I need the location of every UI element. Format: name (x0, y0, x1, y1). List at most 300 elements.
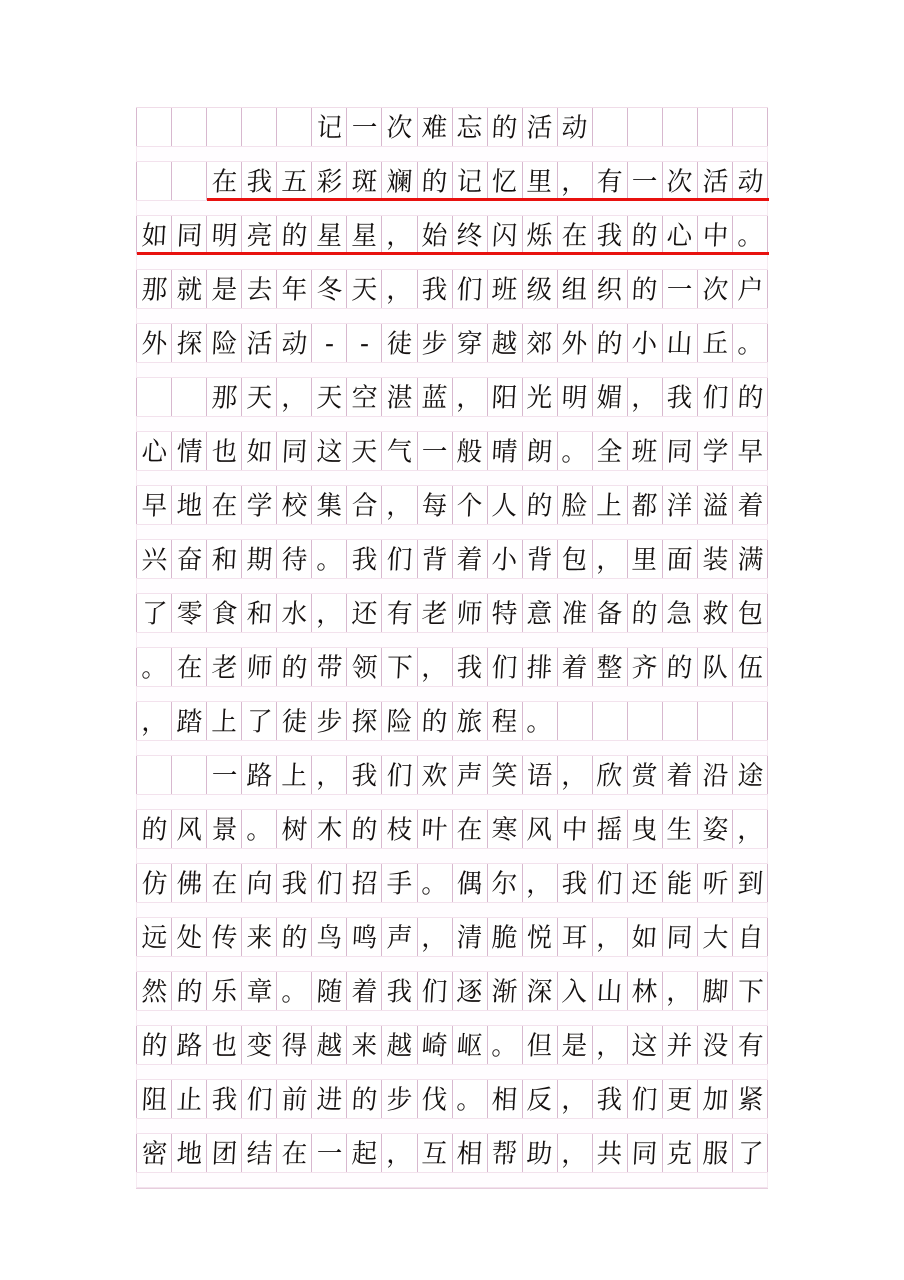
grid-cell[interactable] (242, 1134, 277, 1172)
grid-cell[interactable] (698, 486, 733, 524)
grid-cell[interactable] (242, 270, 277, 308)
grid-cell[interactable] (137, 1026, 172, 1064)
grid-cell[interactable] (593, 810, 628, 848)
grid-cell[interactable] (663, 486, 698, 524)
grid-cell[interactable] (312, 864, 347, 902)
grid-cell[interactable] (453, 540, 488, 578)
grid-cell[interactable] (172, 594, 207, 632)
grid-cell[interactable] (277, 432, 312, 470)
grid-cell[interactable] (242, 1080, 277, 1118)
grid-cell[interactable] (347, 756, 382, 794)
grid-cell[interactable] (382, 270, 417, 308)
grid-cell[interactable] (172, 540, 207, 578)
grid-cell[interactable] (663, 216, 698, 254)
grid-cell[interactable] (558, 108, 593, 146)
grid-cell[interactable] (172, 324, 207, 362)
grid-cell[interactable] (277, 1134, 312, 1172)
grid-cell[interactable] (523, 1134, 558, 1172)
grid-cell[interactable] (523, 864, 558, 902)
grid-cell[interactable] (242, 108, 277, 146)
grid-cell[interactable] (277, 648, 312, 686)
grid-cell[interactable] (733, 1026, 768, 1064)
grid-cell[interactable] (628, 162, 663, 200)
grid-cell[interactable] (453, 864, 488, 902)
grid-cell[interactable] (593, 324, 628, 362)
grid-cell[interactable] (628, 216, 663, 254)
grid-cell[interactable] (312, 378, 347, 416)
grid-cell[interactable] (523, 162, 558, 200)
grid-cell[interactable] (663, 702, 698, 740)
grid-cell[interactable] (312, 1134, 347, 1172)
grid-cell[interactable] (523, 486, 558, 524)
grid-cell[interactable] (733, 702, 768, 740)
grid-cell[interactable] (207, 108, 242, 146)
grid-cell[interactable] (663, 756, 698, 794)
grid-cell[interactable] (418, 594, 453, 632)
grid-cell[interactable] (593, 486, 628, 524)
grid-cell[interactable] (347, 162, 382, 200)
grid-cell[interactable] (698, 756, 733, 794)
grid-cell[interactable] (277, 108, 312, 146)
grid-cell[interactable] (382, 972, 417, 1010)
grid-cell[interactable] (242, 756, 277, 794)
grid-cell[interactable] (418, 324, 453, 362)
grid-cell[interactable] (698, 648, 733, 686)
grid-cell[interactable] (558, 540, 593, 578)
grid-cell[interactable] (558, 1134, 593, 1172)
grid-cell[interactable] (523, 270, 558, 308)
grid-cell[interactable] (663, 378, 698, 416)
grid-cell[interactable] (488, 162, 523, 200)
grid-cell[interactable] (418, 270, 453, 308)
grid-cell[interactable] (663, 1080, 698, 1118)
grid-cell[interactable] (137, 486, 172, 524)
grid-cell[interactable] (558, 1080, 593, 1118)
grid-cell[interactable] (172, 810, 207, 848)
grid-cell[interactable] (347, 702, 382, 740)
grid-cell[interactable] (558, 648, 593, 686)
grid-cell[interactable] (418, 972, 453, 1010)
grid-cell[interactable] (558, 756, 593, 794)
grid-cell[interactable] (523, 378, 558, 416)
grid-cell[interactable] (277, 378, 312, 416)
grid-cell[interactable] (207, 594, 242, 632)
grid-cell[interactable] (628, 108, 663, 146)
grid-cell[interactable] (137, 270, 172, 308)
grid-cell[interactable] (628, 864, 663, 902)
grid-cell[interactable] (733, 162, 768, 200)
grid-cell[interactable] (418, 486, 453, 524)
grid-cell[interactable] (558, 972, 593, 1010)
grid-cell[interactable] (733, 108, 768, 146)
grid-cell[interactable] (172, 486, 207, 524)
grid-cell[interactable] (558, 594, 593, 632)
grid-cell[interactable] (347, 972, 382, 1010)
grid-cell[interactable] (382, 864, 417, 902)
grid-cell[interactable] (137, 108, 172, 146)
grid-cell[interactable] (663, 864, 698, 902)
grid-cell[interactable] (663, 810, 698, 848)
grid-cell[interactable] (453, 216, 488, 254)
grid-cell[interactable] (698, 864, 733, 902)
grid-cell[interactable] (523, 432, 558, 470)
grid-cell[interactable] (242, 216, 277, 254)
grid-cell[interactable] (488, 702, 523, 740)
grid-cell[interactable] (347, 108, 382, 146)
grid-cell[interactable] (418, 162, 453, 200)
grid-cell[interactable] (277, 810, 312, 848)
grid-cell[interactable] (312, 1026, 347, 1064)
grid-cell[interactable] (488, 1080, 523, 1118)
grid-cell[interactable] (453, 378, 488, 416)
grid-cell[interactable] (418, 378, 453, 416)
grid-cell[interactable] (172, 1026, 207, 1064)
grid-cell[interactable] (488, 540, 523, 578)
grid-cell[interactable] (488, 810, 523, 848)
grid-cell[interactable] (453, 162, 488, 200)
grid-cell[interactable] (347, 216, 382, 254)
grid-cell[interactable] (698, 1026, 733, 1064)
grid-cell[interactable] (312, 162, 347, 200)
grid-cell[interactable] (418, 1026, 453, 1064)
grid-cell[interactable] (593, 594, 628, 632)
grid-cell[interactable] (698, 1080, 733, 1118)
grid-cell[interactable] (558, 1026, 593, 1064)
grid-cell[interactable] (628, 432, 663, 470)
grid-cell[interactable] (558, 270, 593, 308)
grid-cell[interactable] (558, 810, 593, 848)
grid-cell[interactable] (698, 810, 733, 848)
grid-cell[interactable] (137, 1080, 172, 1118)
grid-cell[interactable] (453, 756, 488, 794)
grid-cell[interactable] (628, 1026, 663, 1064)
grid-cell[interactable] (628, 810, 663, 848)
grid-cell[interactable] (277, 594, 312, 632)
grid-cell[interactable] (277, 972, 312, 1010)
grid-cell[interactable] (698, 1134, 733, 1172)
grid-cell[interactable] (382, 918, 417, 956)
grid-cell[interactable] (663, 432, 698, 470)
grid-cell[interactable] (242, 486, 277, 524)
grid-cell[interactable] (698, 108, 733, 146)
grid-cell[interactable] (418, 1134, 453, 1172)
grid-cell[interactable] (347, 378, 382, 416)
grid-cell[interactable] (453, 1134, 488, 1172)
grid-cell[interactable] (453, 324, 488, 362)
grid-cell[interactable] (698, 216, 733, 254)
grid-cell[interactable] (698, 324, 733, 362)
grid-cell[interactable] (137, 918, 172, 956)
grid-cell[interactable] (207, 1026, 242, 1064)
grid-cell[interactable] (628, 270, 663, 308)
grid-cell[interactable] (347, 810, 382, 848)
grid-cell[interactable] (593, 270, 628, 308)
grid-cell[interactable] (382, 810, 417, 848)
grid-cell[interactable] (453, 1026, 488, 1064)
grid-cell[interactable] (137, 864, 172, 902)
grid-cell[interactable] (347, 1026, 382, 1064)
grid-cell[interactable] (207, 1080, 242, 1118)
grid-cell[interactable] (418, 216, 453, 254)
grid-cell[interactable] (347, 648, 382, 686)
grid-cell[interactable] (663, 972, 698, 1010)
grid-cell[interactable] (137, 1134, 172, 1172)
grid-cell[interactable] (698, 540, 733, 578)
grid-cell[interactable] (242, 540, 277, 578)
grid-cell[interactable] (207, 972, 242, 1010)
grid-cell[interactable] (382, 216, 417, 254)
grid-cell[interactable] (312, 648, 347, 686)
grid-cell[interactable] (312, 756, 347, 794)
grid-cell[interactable] (207, 648, 242, 686)
grid-cell[interactable] (277, 1026, 312, 1064)
grid-cell[interactable] (347, 1080, 382, 1118)
grid-cell[interactable] (488, 324, 523, 362)
grid-cell[interactable] (277, 540, 312, 578)
grid-cell[interactable] (242, 378, 277, 416)
grid-cell[interactable] (593, 918, 628, 956)
grid-cell[interactable] (593, 162, 628, 200)
grid-cell[interactable] (453, 648, 488, 686)
grid-cell[interactable] (207, 378, 242, 416)
grid-cell[interactable] (558, 486, 593, 524)
grid-cell[interactable] (347, 270, 382, 308)
grid-cell[interactable] (418, 540, 453, 578)
grid-cell[interactable] (733, 270, 768, 308)
grid-cell[interactable] (242, 918, 277, 956)
grid-cell[interactable] (628, 540, 663, 578)
grid-cell[interactable] (593, 1134, 628, 1172)
grid-cell[interactable] (523, 756, 558, 794)
grid-cell[interactable] (418, 108, 453, 146)
grid-cell[interactable] (172, 1134, 207, 1172)
grid-cell[interactable] (382, 702, 417, 740)
grid-cell[interactable] (488, 1134, 523, 1172)
grid-cell[interactable] (382, 648, 417, 686)
grid-cell[interactable] (137, 756, 172, 794)
grid-cell[interactable] (137, 702, 172, 740)
grid-cell[interactable] (558, 162, 593, 200)
grid-cell[interactable] (593, 540, 628, 578)
grid-cell[interactable] (172, 972, 207, 1010)
grid-cell[interactable] (488, 1026, 523, 1064)
grid-cell[interactable] (558, 324, 593, 362)
grid-cell[interactable] (488, 486, 523, 524)
grid-cell[interactable] (312, 108, 347, 146)
grid-cell[interactable] (172, 216, 207, 254)
grid-cell[interactable] (733, 324, 768, 362)
grid-cell[interactable] (242, 162, 277, 200)
grid-cell[interactable] (558, 918, 593, 956)
grid-cell[interactable] (488, 972, 523, 1010)
grid-cell[interactable] (242, 432, 277, 470)
grid-cell[interactable] (312, 540, 347, 578)
grid-cell[interactable] (663, 918, 698, 956)
grid-cell[interactable] (418, 432, 453, 470)
grid-cell[interactable] (663, 648, 698, 686)
grid-cell[interactable] (593, 1080, 628, 1118)
grid-cell[interactable] (172, 648, 207, 686)
grid-cell[interactable] (733, 918, 768, 956)
grid-cell[interactable] (628, 918, 663, 956)
grid-cell[interactable] (382, 1080, 417, 1118)
grid-cell[interactable] (488, 918, 523, 956)
grid-cell[interactable] (663, 108, 698, 146)
grid-cell[interactable] (172, 270, 207, 308)
grid-cell[interactable] (628, 756, 663, 794)
grid-cell[interactable] (488, 270, 523, 308)
grid-cell[interactable] (453, 702, 488, 740)
grid-cell[interactable] (347, 864, 382, 902)
grid-cell[interactable] (698, 378, 733, 416)
grid-cell[interactable] (207, 486, 242, 524)
grid-cell[interactable] (277, 324, 312, 362)
grid-cell[interactable] (733, 540, 768, 578)
grid-cell[interactable] (523, 540, 558, 578)
grid-cell[interactable] (523, 324, 558, 362)
grid-cell[interactable] (418, 702, 453, 740)
grid-cell[interactable] (488, 216, 523, 254)
grid-cell[interactable] (277, 486, 312, 524)
grid-cell[interactable] (523, 918, 558, 956)
grid-cell[interactable] (312, 702, 347, 740)
grid-cell[interactable] (312, 324, 347, 362)
grid-cell[interactable] (453, 432, 488, 470)
grid-cell[interactable] (628, 486, 663, 524)
grid-cell[interactable] (347, 324, 382, 362)
grid-cell[interactable] (523, 1080, 558, 1118)
grid-cell[interactable] (242, 702, 277, 740)
grid-cell[interactable] (488, 648, 523, 686)
grid-cell[interactable] (733, 810, 768, 848)
grid-cell[interactable] (488, 108, 523, 146)
grid-cell[interactable] (172, 378, 207, 416)
grid-cell[interactable] (698, 162, 733, 200)
grid-cell[interactable] (172, 432, 207, 470)
grid-cell[interactable] (663, 1026, 698, 1064)
grid-cell[interactable] (277, 864, 312, 902)
grid-cell[interactable] (698, 918, 733, 956)
grid-cell[interactable] (207, 1134, 242, 1172)
grid-cell[interactable] (488, 378, 523, 416)
grid-cell[interactable] (698, 972, 733, 1010)
grid-cell[interactable] (207, 540, 242, 578)
grid-cell[interactable] (628, 594, 663, 632)
grid-cell[interactable] (628, 1080, 663, 1118)
grid-cell[interactable] (418, 756, 453, 794)
grid-cell[interactable] (382, 108, 417, 146)
grid-cell[interactable] (698, 594, 733, 632)
grid-cell[interactable] (242, 864, 277, 902)
grid-cell[interactable] (172, 1080, 207, 1118)
grid-cell[interactable] (453, 108, 488, 146)
grid-cell[interactable] (663, 1134, 698, 1172)
grid-cell[interactable] (137, 540, 172, 578)
grid-cell[interactable] (277, 162, 312, 200)
grid-cell[interactable] (347, 486, 382, 524)
grid-cell[interactable] (137, 972, 172, 1010)
grid-cell[interactable] (242, 324, 277, 362)
grid-cell[interactable] (172, 702, 207, 740)
grid-cell[interactable] (488, 864, 523, 902)
grid-cell[interactable] (628, 702, 663, 740)
grid-cell[interactable] (453, 486, 488, 524)
grid-cell[interactable] (593, 432, 628, 470)
grid-cell[interactable] (277, 702, 312, 740)
grid-cell[interactable] (382, 324, 417, 362)
grid-cell[interactable] (207, 702, 242, 740)
grid-cell[interactable] (628, 324, 663, 362)
grid-cell[interactable] (663, 594, 698, 632)
grid-cell[interactable] (558, 378, 593, 416)
grid-cell[interactable] (453, 270, 488, 308)
grid-cell[interactable] (698, 432, 733, 470)
grid-cell[interactable] (207, 324, 242, 362)
grid-cell[interactable] (242, 648, 277, 686)
grid-cell[interactable] (312, 1080, 347, 1118)
grid-cell[interactable] (523, 108, 558, 146)
grid-cell[interactable] (207, 432, 242, 470)
grid-cell[interactable] (347, 594, 382, 632)
grid-cell[interactable] (733, 648, 768, 686)
grid-cell[interactable] (523, 216, 558, 254)
grid-cell[interactable] (453, 1080, 488, 1118)
grid-cell[interactable] (558, 864, 593, 902)
grid-cell[interactable] (277, 270, 312, 308)
grid-cell[interactable] (733, 864, 768, 902)
grid-cell[interactable] (207, 918, 242, 956)
grid-cell[interactable] (593, 756, 628, 794)
grid-cell[interactable] (382, 1026, 417, 1064)
grid-cell[interactable] (382, 432, 417, 470)
grid-cell[interactable] (137, 216, 172, 254)
grid-cell[interactable] (733, 378, 768, 416)
grid-cell[interactable] (628, 1134, 663, 1172)
grid-cell[interactable] (207, 162, 242, 200)
grid-cell[interactable] (663, 162, 698, 200)
grid-cell[interactable] (593, 648, 628, 686)
grid-cell[interactable] (382, 594, 417, 632)
grid-cell[interactable] (698, 270, 733, 308)
grid-cell[interactable] (523, 594, 558, 632)
grid-cell[interactable] (628, 972, 663, 1010)
grid-cell[interactable] (733, 486, 768, 524)
grid-cell[interactable] (277, 1080, 312, 1118)
grid-cell[interactable] (382, 486, 417, 524)
grid-cell[interactable] (137, 594, 172, 632)
grid-cell[interactable] (137, 432, 172, 470)
grid-cell[interactable] (382, 540, 417, 578)
grid-cell[interactable] (172, 162, 207, 200)
grid-cell[interactable] (663, 324, 698, 362)
grid-cell[interactable] (488, 756, 523, 794)
grid-cell[interactable] (137, 324, 172, 362)
grid-cell[interactable] (558, 216, 593, 254)
grid-cell[interactable] (523, 702, 558, 740)
grid-cell[interactable] (593, 1026, 628, 1064)
grid-cell[interactable] (277, 918, 312, 956)
grid-cell[interactable] (137, 378, 172, 416)
grid-cell[interactable] (418, 810, 453, 848)
grid-cell[interactable] (733, 216, 768, 254)
grid-cell[interactable] (137, 648, 172, 686)
grid-cell[interactable] (698, 702, 733, 740)
grid-cell[interactable] (418, 864, 453, 902)
grid-cell[interactable] (453, 594, 488, 632)
grid-cell[interactable] (207, 864, 242, 902)
grid-cell[interactable] (558, 432, 593, 470)
grid-cell[interactable] (663, 270, 698, 308)
